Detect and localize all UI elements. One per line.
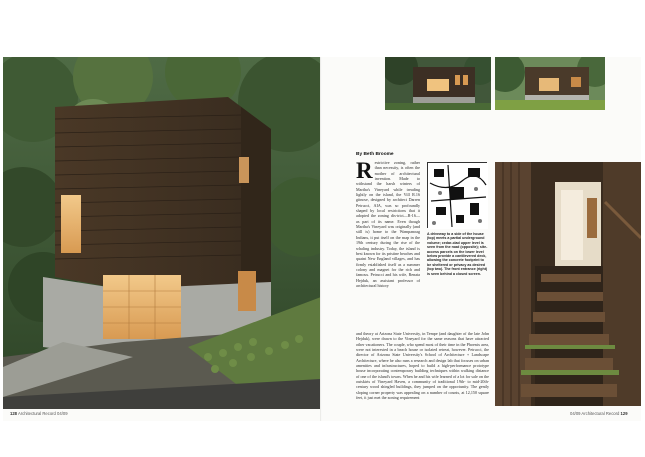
house-lawn-photo xyxy=(495,57,605,110)
article-byline: By Beth Broome xyxy=(356,152,394,157)
drop-cap: R xyxy=(356,160,373,183)
body-column-wide xyxy=(356,331,489,401)
house-dusk-photo xyxy=(385,57,491,110)
page-background-top xyxy=(0,0,645,40)
spread-gutter xyxy=(320,57,322,421)
body-text-column-1: estrictive zoning, rather than necessity, is often the mother of architectural invention. Made to withstand the harsh winters of Martha's Vineyard while treading lightly on the island, the Vill R.16 gitnose, designed by architect Darren Petrucci, AIA, was so profoundly shaped by local restrictions that it adopted the zoning dis-trict—R-16—as part of its name. Even though Martha's Vineyard was originally (and still is) home to the Wampanoag Indians, it put itself on the map in the 19th century during the rise of the whaling industry. Today, the island is best known for its pristine beaches and quaint New England villages, and has firmly established itself as a summer colony and magnet for the rich and famous. Petrucci and his wife, Renata Hejduk, an assistant professor of architectural history xyxy=(356,160,420,288)
photo-caption: A driveway to a side of the house (top) meets a partial underground volume; cedar-clad upper level is seen from the road (opposite); site-access parcels on the lower level below provide a cantilevered deck, allowing the concrete footprint to be sheltered or privacy as desired (top two). The front entrance (right) is seen behind a closed screen. xyxy=(427,232,488,276)
entry-stair-photo xyxy=(495,162,641,406)
left-folio-issue: 04/09 xyxy=(57,411,68,416)
left-folio xyxy=(10,411,68,416)
site-plan-diagram xyxy=(427,162,487,228)
left-folio-title: Architectural Record xyxy=(17,411,56,416)
right-folio xyxy=(570,411,628,416)
body-column-1 xyxy=(356,160,420,330)
left-folio-number: 128 xyxy=(10,411,17,416)
right-folio-issue: 04/09 xyxy=(570,411,581,416)
body-text-wide: and theory at Arizona State University, in Tempe (and daughter of the late John Hejduk), were drawn to the Vineyard for the same reasons that have attracted other vacationers. The couple, who spend most of their time in the Phoenix area, were not interested in a beach house or isolated retreat, however. Petrucci, the director of Arizona State University's School of Architecture + Landscape Architecture, where he also runs a research and design lab that focuses on urban amenities and infrastructures, hoped to build a high-performance prototype house incorporating contemporary building techniques within walking distance of one of the island's towns. When he and his wife learned of a lot for sale on the outskirts of Vineyard Haven, a community of traditional 19th- to mid-20th-century wood shingled buildings, they jumped on the opportunity. The gently sloping corner property was appealing on a number of counts, at 12,150 square feet, it just met the zoning requirement xyxy=(356,331,489,401)
house-forest-photo xyxy=(3,57,321,409)
right-folio-number: 129 xyxy=(620,411,628,416)
right-folio-title: Architectural Record xyxy=(581,411,620,416)
